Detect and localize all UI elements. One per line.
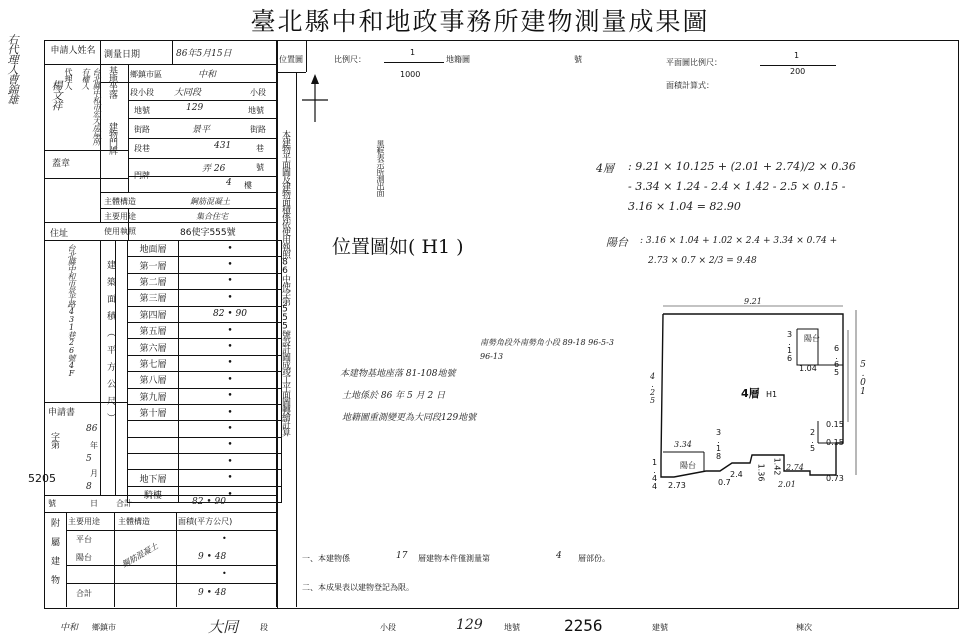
measure-date-value: 86年5月15日 — [176, 49, 232, 59]
floor-area: • — [179, 273, 282, 289]
floor-name: 第五層 — [128, 322, 179, 338]
note-1-mid: 層建物本件僅測量第 — [418, 554, 490, 563]
formula-line2: - 3.34 × 1.24 - 2.4 × 1.42 - 2.5 × 0.15 - — [628, 180, 846, 193]
license-label: 使用執照 — [104, 227, 136, 236]
area-group-label: 建築面積（平方公尺） — [105, 260, 115, 430]
plan-small-label: 陽台 — [804, 334, 820, 343]
dim-label: 0.15 — [826, 438, 844, 447]
total-label: 合計 — [116, 499, 132, 508]
applicant-agent: 代理人 — [64, 68, 73, 89]
floor-name: 第二層 — [128, 273, 179, 289]
application-month: 5 — [86, 454, 92, 464]
dim-label: 1.36 — [756, 463, 766, 482]
dim-label: 2.4 — [730, 470, 743, 479]
location-note-line1: 本建物基地座落 81-108地號 — [340, 369, 456, 379]
application-number: 5205 — [28, 472, 56, 485]
floor-name: 第一層 — [128, 257, 179, 273]
agent-side-note: 右代理人曹錦雄 — [6, 34, 19, 104]
floor-area: • — [179, 437, 282, 453]
application-word-label: 字第 — [49, 432, 59, 448]
floor-name: 第八層 — [128, 372, 179, 388]
plan-scale-num: 1 — [794, 51, 800, 60]
attached-col-use: 主要用途 — [68, 517, 100, 526]
map-sheet-label: 地籍圖 — [446, 55, 470, 64]
floor-name: 地面層 — [128, 241, 179, 257]
scale-label: 比例尺： — [334, 55, 366, 64]
floor-name: 第四層 — [128, 306, 179, 322]
attached-area: • — [222, 534, 227, 543]
main-use-label: 主要用途 — [104, 212, 136, 221]
applicant-label: 申請人姓名 — [50, 46, 96, 56]
attached-area: 9 • 48 — [198, 552, 227, 562]
section-value: 大同段 — [174, 88, 202, 98]
seal-label: 蓋章 — [52, 159, 71, 169]
attached-col-area: 面積(平方公尺) — [178, 517, 233, 526]
attached-label: 附屬建物 — [49, 518, 59, 594]
footer-lot-suffix: 地號 — [504, 623, 520, 632]
dim-label: 6.65 — [832, 344, 841, 376]
attached-col-structure: 主體構造 — [118, 517, 150, 526]
street-suffix: 街路 — [250, 125, 266, 134]
floor-name: 第七層 — [128, 355, 179, 371]
plan-unit-sub: H1 — [766, 390, 778, 399]
location-note-line2: 土地係於 86 年 5 月 2 日 — [342, 391, 446, 401]
formula-line3: 3.16 × 1.04 = 82.90 — [628, 200, 741, 213]
floor-name: 第三層 — [128, 290, 179, 306]
note-1-floors: 17 — [396, 551, 408, 561]
floor-area: 82 • 90 — [179, 306, 282, 322]
floor-area: • — [179, 404, 282, 420]
address-value: 台北縣中和市景平路431巷26號4F — [67, 244, 76, 377]
applicant-name: 楊文祥 — [50, 80, 63, 110]
attached-total-label: 合計 — [76, 589, 92, 598]
application-day: 8 — [86, 482, 92, 492]
dim-label: 3.18 — [714, 428, 723, 460]
dim-label: 4.25 — [648, 372, 657, 404]
dim-label: 1.04 — [799, 364, 817, 373]
application-year: 86 — [86, 424, 98, 434]
section-label: 段小段 — [130, 88, 154, 97]
balcony-line1: : 3.16 × 1.04 + 1.02 × 2.4 + 3.34 × 0.74 + — [640, 236, 838, 246]
attached-total-value: 9 • 48 — [198, 588, 227, 598]
attached-use: 平台 — [76, 535, 92, 544]
town-label: 鄉鎮市區 — [130, 70, 162, 79]
floor-name: 第十層 — [128, 404, 179, 420]
total-value: 82 • 90 — [192, 497, 226, 507]
main-structure-value: 鋼筋混凝土 — [190, 197, 230, 206]
dim-label: 5.01 — [858, 360, 868, 396]
location-note-line3: 地籍圖重測變更為大同段129地號 — [342, 413, 477, 423]
measure-date-label: 測量日期 — [104, 50, 141, 60]
dim-label: 0.15 — [826, 420, 844, 429]
floor-name: 第六層 — [128, 339, 179, 355]
plan-balcony-label: 陽台 — [680, 461, 696, 470]
main-use-value: 集合住宅 — [196, 212, 228, 221]
attached-structure: 鋼筋混凝土 — [120, 541, 160, 570]
floor-area: • — [179, 257, 282, 273]
page-title: 臺北縣中和地政事務所建物測量成果圖 — [250, 7, 710, 36]
scale-den: 1000 — [400, 70, 421, 79]
dim-label: 9.21 — [744, 297, 762, 306]
plan-scale-den: 200 — [790, 67, 806, 76]
lot-value: 129 — [186, 103, 204, 113]
alley-suffix: 號 — [256, 163, 264, 172]
town-value: 中和 — [198, 70, 217, 80]
alley-value: 弄 26 — [202, 164, 226, 174]
floor-area: • — [179, 421, 282, 437]
street-label: 街路 — [134, 125, 150, 134]
footer-building-suffix: 建號 — [652, 623, 668, 632]
floor-area: • — [179, 290, 282, 306]
base-group-label: 基地坐落 — [107, 66, 117, 98]
dim-label: 1.44 — [650, 458, 659, 490]
dim-label: 3.16 — [785, 330, 794, 362]
attached-area: • — [222, 569, 227, 578]
dim-label: 2.74 — [786, 463, 804, 472]
lot-label: 地號 — [134, 106, 150, 115]
note-2: 二、本成果表以建物登記為限。 — [302, 583, 414, 592]
floor-name: 地下層 — [128, 470, 179, 486]
map-number-label: 號 — [574, 55, 582, 64]
footer-copy-suffix: 棟次 — [796, 623, 812, 632]
floor-name: 第九層 — [128, 388, 179, 404]
floor-area: • — [179, 388, 282, 404]
location-map-text: 位置圖如( H1 ) — [332, 236, 464, 258]
floor-value: 4 — [226, 178, 232, 188]
dim-label: 1.42 — [772, 457, 782, 476]
application-number-suffix: 號 — [48, 499, 56, 508]
application-day-suffix: 日 — [90, 499, 98, 508]
dim-label: 3.34 — [674, 440, 692, 449]
dim-label: 2.01 — [778, 480, 796, 489]
dim-label: 0.7 — [718, 478, 731, 487]
vertical-note: 本建物平面圖及建物面積係依使用執照86中使字第555號設計圖成竣工平面圖轉繪計算 — [280, 130, 290, 435]
footer-section-suffix: 段 — [260, 623, 268, 632]
floor-suffix: 樓 — [244, 181, 252, 190]
street-value: 景平 — [192, 125, 211, 135]
balcony-label: 陽台 — [606, 236, 628, 249]
address-label: 住址 — [50, 229, 69, 239]
application-year-suffix: 年 — [90, 441, 98, 450]
dim-label: 2.5 — [808, 428, 817, 452]
scale-num: 1 — [410, 48, 416, 57]
door-group-label: 建物門牌 — [107, 122, 117, 154]
door-number-label: 門牌 — [134, 171, 150, 180]
footer-town: 中和 — [60, 623, 79, 633]
legend-text: 黑框表示所測出面 — [376, 140, 385, 196]
balcony-line2: 2.73 × 0.7 × 2/3 = 9.48 — [648, 256, 757, 266]
floor-area: • — [179, 372, 282, 388]
application-month-suffix: 月 — [90, 469, 98, 478]
lot-suffix: 地號 — [248, 106, 264, 115]
dim-label: 0.73 — [826, 474, 844, 483]
application-label: 申請書 — [48, 408, 76, 418]
floor-area: • — [179, 486, 282, 502]
location-map-label: 位置圖 — [279, 55, 303, 64]
subsection-suffix: 小段 — [250, 88, 266, 97]
plan-scale-label: 平面圖比例尺： — [666, 58, 722, 67]
lane-suffix: 巷 — [256, 144, 264, 153]
license-value: 86使字555號 — [180, 228, 236, 238]
floor-area: • — [179, 355, 282, 371]
footer-lot: 129 — [456, 617, 483, 633]
applicant-owner: 台北縣中和市宏大房屋所有權人 — [81, 68, 101, 145]
formula-line1: : 9.21 × 10.125 + (2.01 + 2.74)/2 × 0.36 — [628, 160, 856, 173]
lane-value: 431 — [214, 141, 232, 151]
main-structure-label: 主體構造 — [104, 197, 136, 206]
land-lot-note: 南勢角段外南勢角小段 89-18 96-5-3 96-13 — [480, 338, 614, 361]
note-1-suffix: 層部份。 — [578, 554, 610, 563]
lane-label: 段巷 — [134, 144, 150, 153]
floor-area: • — [179, 339, 282, 355]
floor-area: • — [179, 454, 282, 470]
note-1-floor: 4 — [556, 551, 562, 561]
area-formula-label: 面積計算式： — [666, 81, 714, 90]
floor-name: 騎樓 — [128, 486, 179, 502]
footer-section: 大同 — [208, 618, 239, 636]
formula-unit: 4層 — [596, 162, 614, 175]
plan-unit-label: 4層 — [741, 387, 760, 400]
note-1-prefix: 一、本建物係 — [302, 554, 350, 563]
floor-area: • — [179, 322, 282, 338]
attached-use: 陽台 — [76, 553, 92, 562]
footer-building-no: 2256 — [564, 616, 603, 635]
floor-area: • — [179, 470, 282, 486]
dim-label: 2.73 — [668, 481, 686, 490]
floor-area: • — [179, 241, 282, 257]
north-arrow-icon — [302, 74, 328, 122]
footer-town-suffix: 鄉鎮市 — [92, 623, 116, 632]
footer-subsection-suffix: 小段 — [380, 623, 396, 632]
